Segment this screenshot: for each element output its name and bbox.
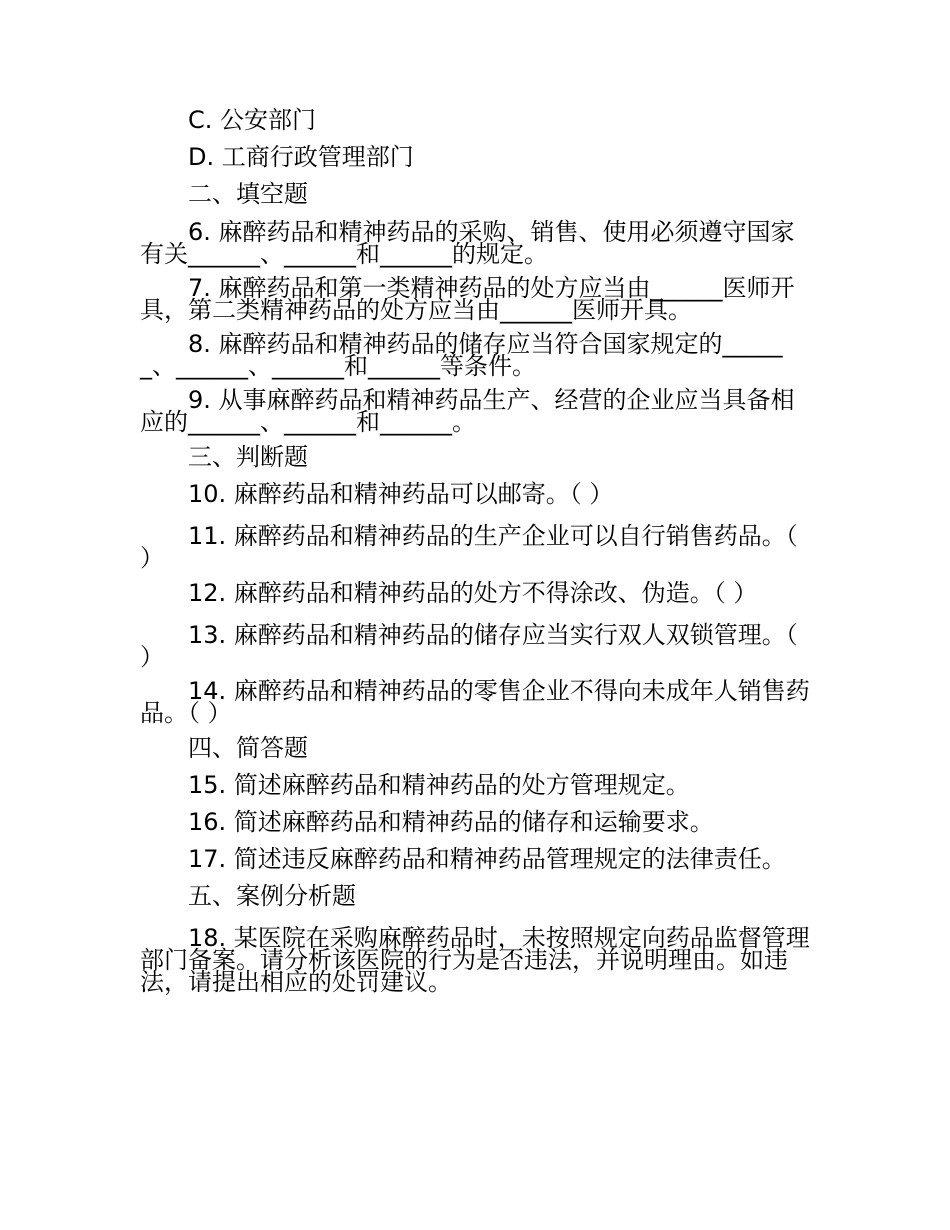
- section-heading-case-analysis: 五、案例分析题: [188, 882, 356, 910]
- section-heading-fill-in: 二、填空题: [188, 180, 308, 208]
- section-heading-short-answer: 四、简答题: [188, 734, 308, 762]
- option-d: D. 工商行政管理部门: [188, 143, 414, 171]
- question-16: 16. 简述麻醉药品和精神药品的储存和运输要求。: [188, 808, 714, 836]
- question-6: 6. 麻醉药品和精神药品的采购、销售、使用必须遵守国家有关______、______和______的规定。: [140, 218, 795, 268]
- section-heading-true-false: 三、判断题: [188, 443, 308, 471]
- question-9: 9. 从事麻醉药品和精神药品生产、经营的企业应当具备相应的______、______和______。: [140, 386, 795, 436]
- question-18: 18. 某医院在采购麻醉药品时，未按照规定向药品监督管理部门备案。请分析该医院的行为是否违法，并说明理由。如违法，请提出相应的处罚建议。: [140, 924, 810, 996]
- question-10: 10. 麻醉药品和精神药品可以邮寄。（ ）: [188, 480, 614, 508]
- question-17: 17. 简述违反麻醉药品和精神药品管理规定的法律责任。: [188, 845, 786, 873]
- question-8: 8. 麻醉药品和精神药品的储存应当符合国家规定的______、______、______和______等条件。: [140, 330, 783, 380]
- question-11: 11. 麻醉药品和精神药品的生产企业可以自行销售药品。（ ）: [140, 522, 798, 572]
- question-7: 7. 麻醉药品和第一类精神药品的处方应当由______医师开具，第二类精神药品的处方应当由______医师开具。: [140, 274, 795, 324]
- question-12: 12. 麻醉药品和精神药品的处方不得涂改、伪造。（ ）: [188, 579, 758, 607]
- question-14: 14. 麻醉药品和精神药品的零售企业不得向未成年人销售药品。（ ）: [140, 677, 810, 727]
- option-c: C. 公安部门: [188, 106, 317, 134]
- question-13: 13. 麻醉药品和精神药品的储存应当实行双人双锁管理。（ ）: [140, 621, 798, 671]
- document-content: [140, 102, 812, 999]
- question-15: 15. 简述麻醉药品和精神药品的处方管理规定。: [188, 771, 690, 799]
